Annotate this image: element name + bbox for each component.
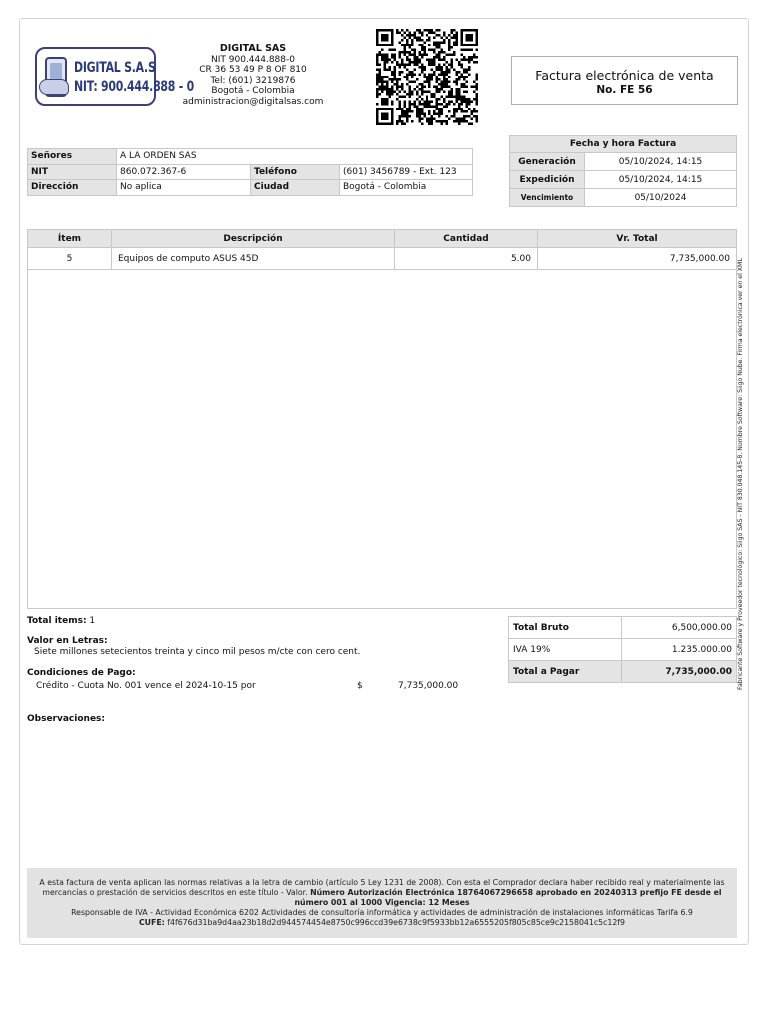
- senores-label: Señores: [28, 149, 117, 165]
- footer-authorization: Número Autorización Electrónica 18764067296658 aprobado en 20240313 prefijo FE desde el número 001 al 1000 Vigencia: 12 Meses: [294, 888, 722, 907]
- generacion-value: 05/10/2024, 14:15: [585, 153, 737, 171]
- hand-icon: [39, 79, 69, 95]
- ciudad-value: Bogotá - Colombia: [340, 180, 473, 196]
- ciudad-label: Ciudad: [251, 180, 340, 196]
- footer-legal-text: A esta factura de venta aplican las normas relativas a la letra de cambio (artículo 5 Ley 1231 de 2008). Con esta el Comprador declara haber recibido real y materialmente las mercancías o prestación de servicios descritos en este título - Valor.: [39, 878, 725, 897]
- senores-value: A LA ORDEN SAS: [117, 149, 473, 165]
- vencimiento-label: Vencimiento: [510, 189, 585, 207]
- dates-table: [509, 135, 737, 207]
- table-row: [28, 248, 737, 270]
- footer-responsable: Responsable de IVA - Actividad Económica 6202 Actividades de consultoría informática y actividades de administración de instalaciones informáticas Tarifa 6.9: [71, 908, 693, 917]
- row-descripcion: Equipos de computo ASUS 45D: [112, 248, 395, 270]
- invoice-title: Factura electrónica de venta: [535, 68, 714, 83]
- condiciones-label: Condiciones de Pago:: [27, 668, 136, 678]
- company-name: DIGITAL SAS: [219, 43, 287, 54]
- direccion-value: No aplica: [117, 180, 251, 196]
- iva-value: 1.235.000.00: [622, 639, 737, 661]
- company-nit: NIT 900.444.888-0: [211, 54, 295, 65]
- total-items-label: Total items:: [27, 616, 87, 626]
- logo-text-nit: NIT: 900.444.888 - 0: [74, 79, 194, 95]
- col-total-header: Vr. Total: [538, 230, 737, 248]
- generacion-label: Generación: [510, 153, 585, 171]
- valor-letras-value: Siete millones setecientos treinta y cinco mil pesos m/cte con cero cent.: [34, 647, 361, 657]
- company-logo: [35, 47, 194, 106]
- condiciones-amount: 7,735,000.00: [398, 681, 459, 691]
- telefono-label: Teléfono: [251, 164, 340, 180]
- row-item: 5: [28, 248, 112, 270]
- qr-code: [376, 29, 478, 125]
- total-items-value: 1: [89, 616, 96, 626]
- condiciones-currency: $: [357, 681, 363, 691]
- dates-header: Fecha y hora Factura: [510, 136, 737, 153]
- legal-footer: [27, 868, 737, 938]
- company-phone: Tel: (601) 3219876: [210, 75, 296, 86]
- total-bruto-label: Total Bruto: [509, 617, 622, 639]
- total-items: [27, 616, 95, 626]
- total-bruto-value: 6,500,000.00: [622, 617, 737, 639]
- iva-label: IVA 19%: [509, 639, 622, 661]
- observaciones-label: Observaciones:: [27, 714, 106, 724]
- invoice-number: No. FE 56: [596, 84, 653, 96]
- col-descripcion-header: Descripción: [112, 230, 395, 248]
- company-address: CR 36 53 49 P 8 OF 810: [199, 65, 307, 75]
- valor-letras-label: Valor en Letras:: [27, 636, 108, 646]
- nit-label: NIT: [28, 164, 117, 180]
- vencimiento-value: 05/10/2024: [585, 189, 737, 207]
- col-cantidad-header: Cantidad: [395, 230, 538, 248]
- direccion-label: Dirección: [28, 180, 117, 196]
- expedicion-value: 05/10/2024, 14:15: [585, 171, 737, 189]
- total-pagar-label: Total a Pagar: [509, 661, 622, 683]
- client-table: [27, 148, 473, 196]
- totals-table: [508, 616, 737, 683]
- cufe-label: CUFE:: [138, 918, 165, 927]
- condiciones-value: Crédito - Cuota No. 001 vence el 2024-10-15 por: [36, 681, 256, 691]
- nit-value: 860.072.367-6: [117, 164, 251, 180]
- row-total: 7,735,000.00: [538, 248, 737, 270]
- logo-text-name: DIGITAL S.A.S: [74, 60, 156, 76]
- company-city: Bogotá - Colombia: [211, 86, 295, 96]
- col-item-header: Ítem: [28, 230, 112, 248]
- expedicion-label: Expedición: [510, 171, 585, 189]
- total-pagar-value: 7,735,000.00: [622, 661, 737, 683]
- row-cantidad: 5.00: [395, 248, 538, 270]
- company-info: [168, 44, 338, 107]
- software-vendor-text: Fabricante Software y Proveedor tecnológico: Siigo SAS - NIT 830.048.145-8. Nombre Software: Siigo Nube. Firma electrónica ver en el XML: [737, 258, 744, 690]
- items-frame: [27, 229, 737, 609]
- invoice-title-box: [511, 56, 738, 105]
- cufe-value: f4f676d31ba9d4aa23b18d2d944574454e8750c996ccd39e6738c9f5933bb12a6555205f805c85ce9c2158041c5c12f9: [167, 918, 626, 927]
- telefono-value: (601) 3456789 - Ext. 123: [340, 164, 473, 180]
- items-table: [27, 229, 737, 270]
- company-email: administracion@digitalsas.com: [182, 96, 324, 107]
